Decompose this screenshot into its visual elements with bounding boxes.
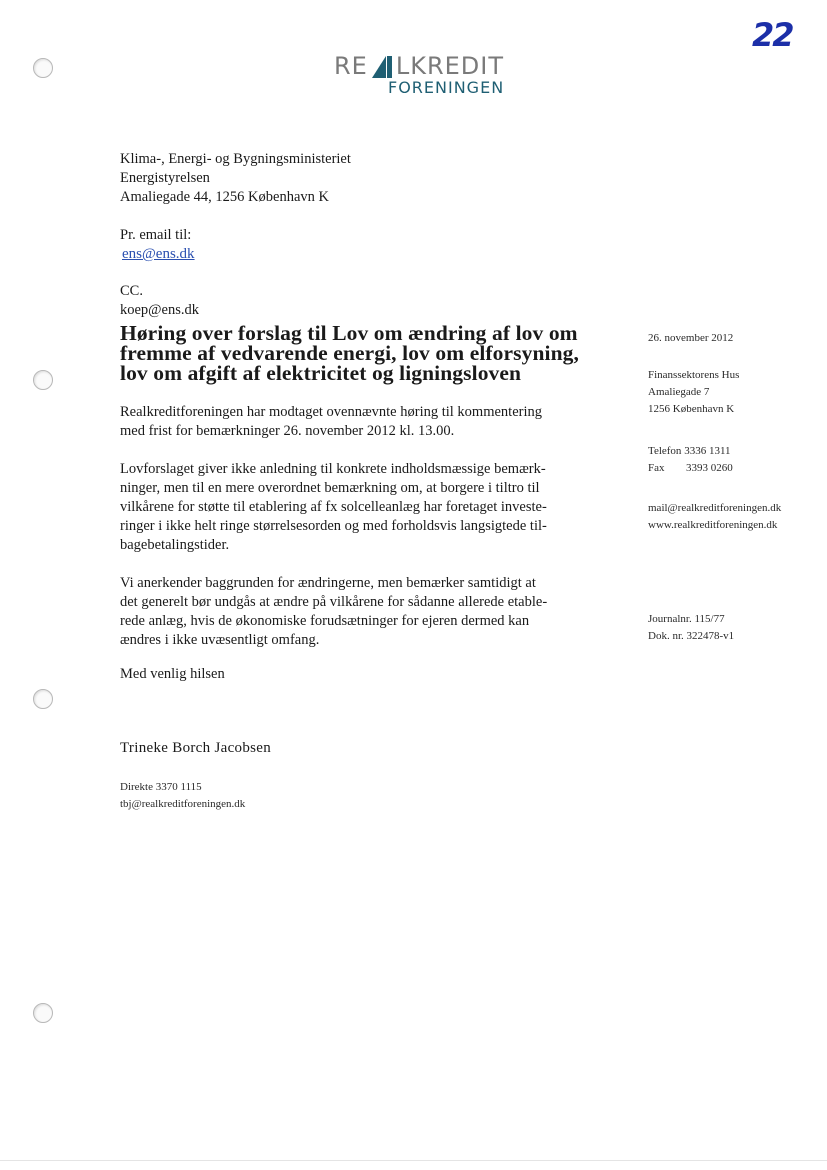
punch-hole xyxy=(33,58,53,78)
sidebar-phone xyxy=(648,443,733,460)
sidebar-mail: mail@realkreditforeningen.dk xyxy=(648,502,782,514)
heading-line: fremme af vedvarende energi, lov om elforsyning, xyxy=(120,341,579,365)
sidebar-fax xyxy=(648,460,733,477)
text-line: ninger, men til en mere overordnet bemærkning om, at borgere i tiltro til xyxy=(120,480,540,496)
email-link[interactable]: ens@ens.dk xyxy=(122,246,195,262)
sidebar-address-line: Amaliegade 7 xyxy=(648,386,710,398)
punch-hole xyxy=(33,370,53,390)
sidebar-address-line: 1256 København K xyxy=(648,403,735,415)
text-line: Lovforslaget giver ikke anledning til konkrete indholdsmæssige bemærk- xyxy=(120,461,546,477)
email-block xyxy=(120,226,195,264)
cc-label: CC. xyxy=(120,283,143,299)
page-bottom-edge xyxy=(0,1160,827,1161)
heading-line: Høring over forslag til Lov om ændring af lov om xyxy=(120,321,578,345)
recipient-line: Amaliegade 44, 1256 København K xyxy=(120,189,329,205)
handwritten-page-number: 22 xyxy=(752,16,793,54)
text-line: ringer i ikke helt ringe størrelsesorden og med forholdsvis langsigtede til- xyxy=(120,518,547,534)
fax-number: 3393 0260 xyxy=(686,462,733,474)
recipient-address xyxy=(120,150,351,207)
logo-text-left: RE xyxy=(334,52,368,80)
sidebar-date: 26. november 2012 xyxy=(648,332,734,344)
text-line: bagebetalingstider. xyxy=(120,537,230,553)
signature-email: tbj@realkreditforeningen.dk xyxy=(120,798,246,810)
journal-number: Journalnr. 115/77 xyxy=(648,613,725,625)
text-line: ændres i ikke uvæsentligt omfang. xyxy=(120,632,320,648)
fax-label: Fax xyxy=(648,462,665,474)
paragraph-2 xyxy=(120,460,600,555)
email-label: Pr. email til: xyxy=(120,227,192,243)
signature-name: Trineke Borch Jacobsen xyxy=(120,740,272,756)
realkreditforeningen-logo xyxy=(334,52,534,100)
sidebar-address xyxy=(648,367,739,418)
recipient-line: Energistyrelsen xyxy=(120,170,210,186)
sidebar-address-line: Finanssektorens Hus xyxy=(648,369,740,381)
text-line: med frist for bemærkninger 26. november 2012 kl. 13.00. xyxy=(120,423,455,439)
recipient-line: Klima-, Energi- og Bygningsministeriet xyxy=(120,151,351,167)
document-number: Dok. nr. 322478-v1 xyxy=(648,630,735,642)
letter-heading xyxy=(120,323,600,383)
cc-address: koep@ens.dk xyxy=(120,302,199,318)
heading-line: lov om afgift af elektricitet og ligningsloven xyxy=(120,361,522,385)
phone-number: 3336 1311 xyxy=(684,445,731,457)
paragraph-1 xyxy=(120,403,600,441)
logo-text-bottom: FORENINGEN xyxy=(388,78,505,97)
closing-greeting: Med venlig hilsen xyxy=(120,666,225,682)
logo-text-right: LKREDIT xyxy=(395,52,505,80)
paragraph-3 xyxy=(120,574,600,650)
text-line: Vi anerkender baggrunden for ændringerne, men bemærker samtidigt at xyxy=(120,575,536,591)
sidebar-phone-fax xyxy=(648,443,733,477)
text-line: rede anlæg, hvis de økonomiske forudsætninger for ejeren dermed kan xyxy=(120,613,530,629)
text-line: vilkårene for støtte til etablering af fx solcelleanlæg har foretaget investe- xyxy=(120,499,547,515)
direct-phone: Direkte 3370 1115 xyxy=(120,781,202,793)
logo-triangle-icon xyxy=(370,54,394,78)
signature-contact xyxy=(120,779,245,813)
sidebar-web xyxy=(648,500,781,534)
punch-hole xyxy=(33,689,53,709)
phone-label: Telefon xyxy=(648,445,682,457)
punch-hole xyxy=(33,1003,53,1023)
cc-block xyxy=(120,282,199,320)
sidebar-website: www.realkreditforeningen.dk xyxy=(648,519,778,531)
sidebar-journal xyxy=(648,611,734,645)
text-line: det generelt bør undgås at ændre på vilkårene for sådanne allerede etable- xyxy=(120,594,548,610)
text-line: Realkreditforeningen har modtaget ovennævnte høring til kommentering xyxy=(120,404,543,420)
